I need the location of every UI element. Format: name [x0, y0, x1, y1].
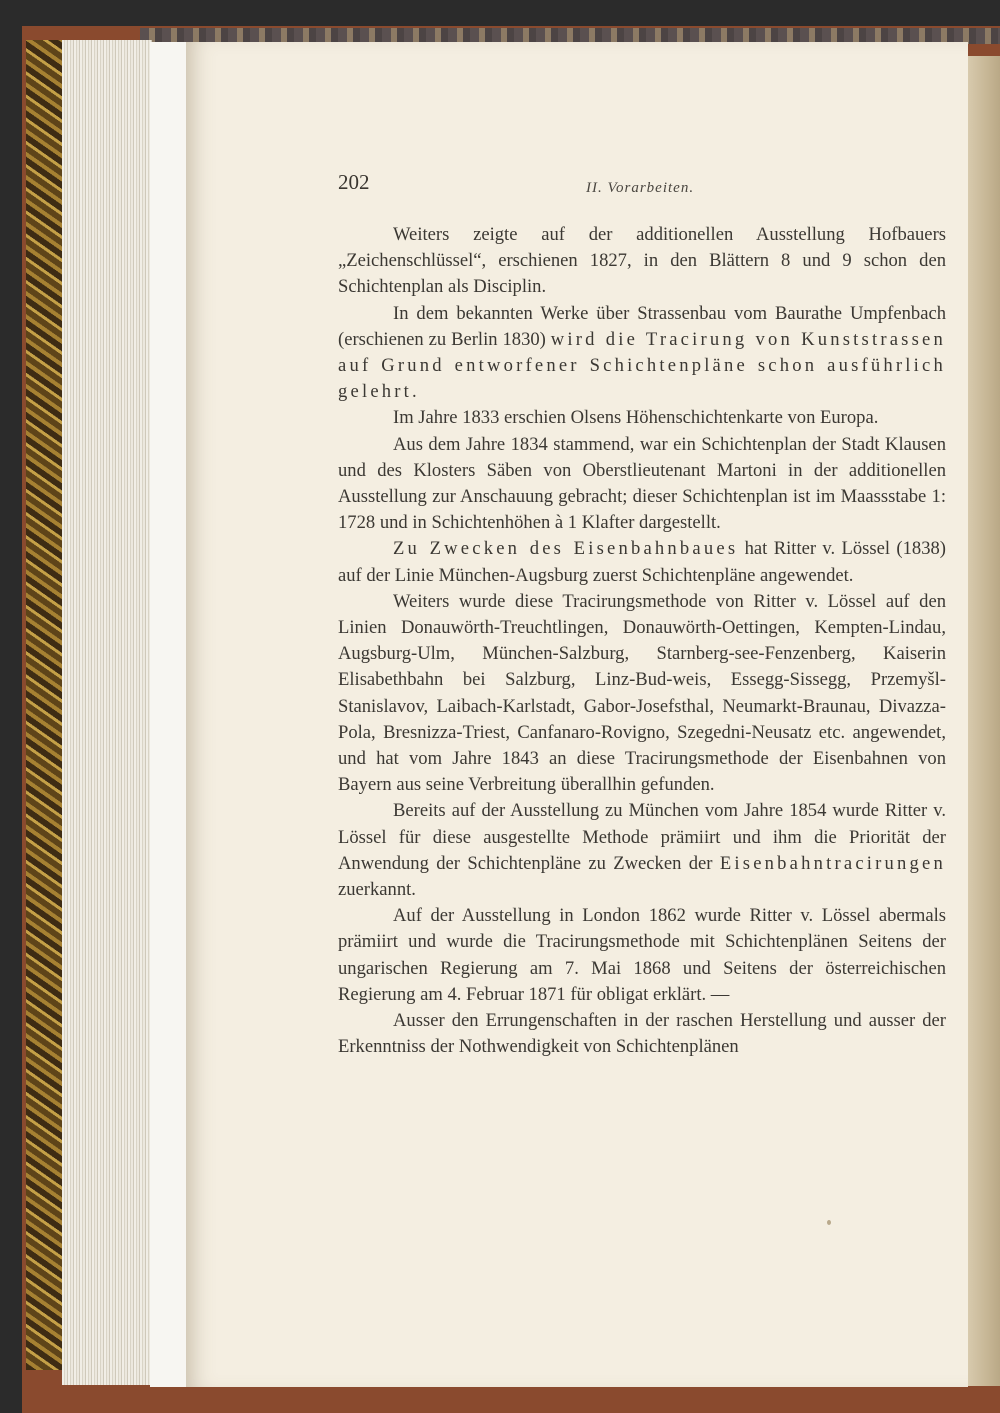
- running-title: II. Vorarbeiten.: [586, 180, 695, 196]
- page-stack-front: [150, 42, 186, 1387]
- facing-page-edge: [966, 56, 1000, 1386]
- page-stack-edges: [62, 40, 152, 1385]
- paper-speck: [827, 1220, 831, 1225]
- spaced-emphasis: wird die Tracirung von Kunststrassen auf Grund entworfener Schichtenpläne schon ausführlich gelehrt: [338, 328, 946, 403]
- paragraph-5: Zu Zwecken des Eisenbahnbaues hat Ritter v. Lössel (1838) auf der Linie München-Augsburg zuerst Schichtenpläne angewendet.: [338, 538, 946, 586]
- paragraph-7: Bereits auf der Ausstellung zu München vom Jahre 1854 wurde Ritter v. Lössel für diese ausgestellte Methode prämiirt und ihm die Priorität der Anwendung der Schichtenpläne zu Zwecken der Eisenbahntracirungen zuerkannt.: [338, 800, 946, 901]
- page-body: [338, 222, 946, 1061]
- spaced-emphasis: Zu Zwecken des Eisenbahnbaues: [393, 538, 739, 560]
- spaced-emphasis: Eisenbahntracirungen: [719, 852, 946, 874]
- paragraph-3: Im Jahre 1833 erschien Olsens Höhenschichtenkarte von Europa.: [393, 407, 879, 429]
- paragraph-4: Aus dem Jahre 1834 stammend, war ein Schichtenplan der Stadt Klausen und des Klosters Säben von Oberstlieutenant Martoni in der additionellen Ausstellung zur Anschauung gebracht; dieser Schichtenplan ist im Maassstabe 1: 1728 und in Schichtenhöhen à 1 Klafter dargestellt.: [338, 433, 946, 534]
- marbled-endpaper: [26, 40, 66, 1370]
- paragraph-8: Auf der Ausstellung in London 1862 wurde Ritter v. Lössel abermals prämiirt und wurde die Tracirungsmethode mit Schichtenplänen Seitens der ungarischen Regierung am 7. Mai 1868 und Seitens der österreichischen Regierung am 4. Februar 1871 für obligat erklärt. —: [338, 905, 946, 1005]
- paragraph-2: In dem bekannten Werke über Strassenbau vom Baurathe Umpfenbach (erschienen zu Berlin 1830) wird die Tracirung von Kunststrassen auf Grund entworfener Schichtenpläne schon ausführlich gelehrt.: [338, 302, 946, 403]
- page-number: 202: [338, 170, 370, 194]
- paragraph-6: Weiters wurde diese Tracirungsmethode von Ritter v. Lössel auf den Linien Donauwörth-Treuchtlingen, Donauwörth-Oettingen, Kempten-Lindau, Augsburg-Ulm, München-Salzburg, Starnberg-see-Fenzenberg, Kaiserin Elisabethbahn bei Salzburg, Linz-Bud-weis, Essegg-Sissegg, Przemyšl-Stanislavov, Laibach-Karlstadt, Gabor-Josefsthal, Neumarkt-Braunau, Divazza-Pola, Bresnizza-Triest, Canfanaro-Rovigno, Szegedni-Neusatz etc. angewendet, und hat vom Jahre 1843 an diese Tracirungsmethode der Eisenbahnen von Bayern aus seine Verbreitung überallhin gefunden.: [338, 590, 946, 796]
- paragraph-9: Ausser den Errungenschaften in der raschen Herstellung und ausser der Erkenntniss der Nothwendigkeit von Schichtenplänen: [338, 1010, 946, 1058]
- paragraph-1: Weiters zeigte auf der additionellen Ausstellung Hofbauers „Zeichenschlüssel“, erschienen 1827, in den Blättern 8 und 9 schon den Schichtenplan als Disciplin.: [338, 224, 946, 298]
